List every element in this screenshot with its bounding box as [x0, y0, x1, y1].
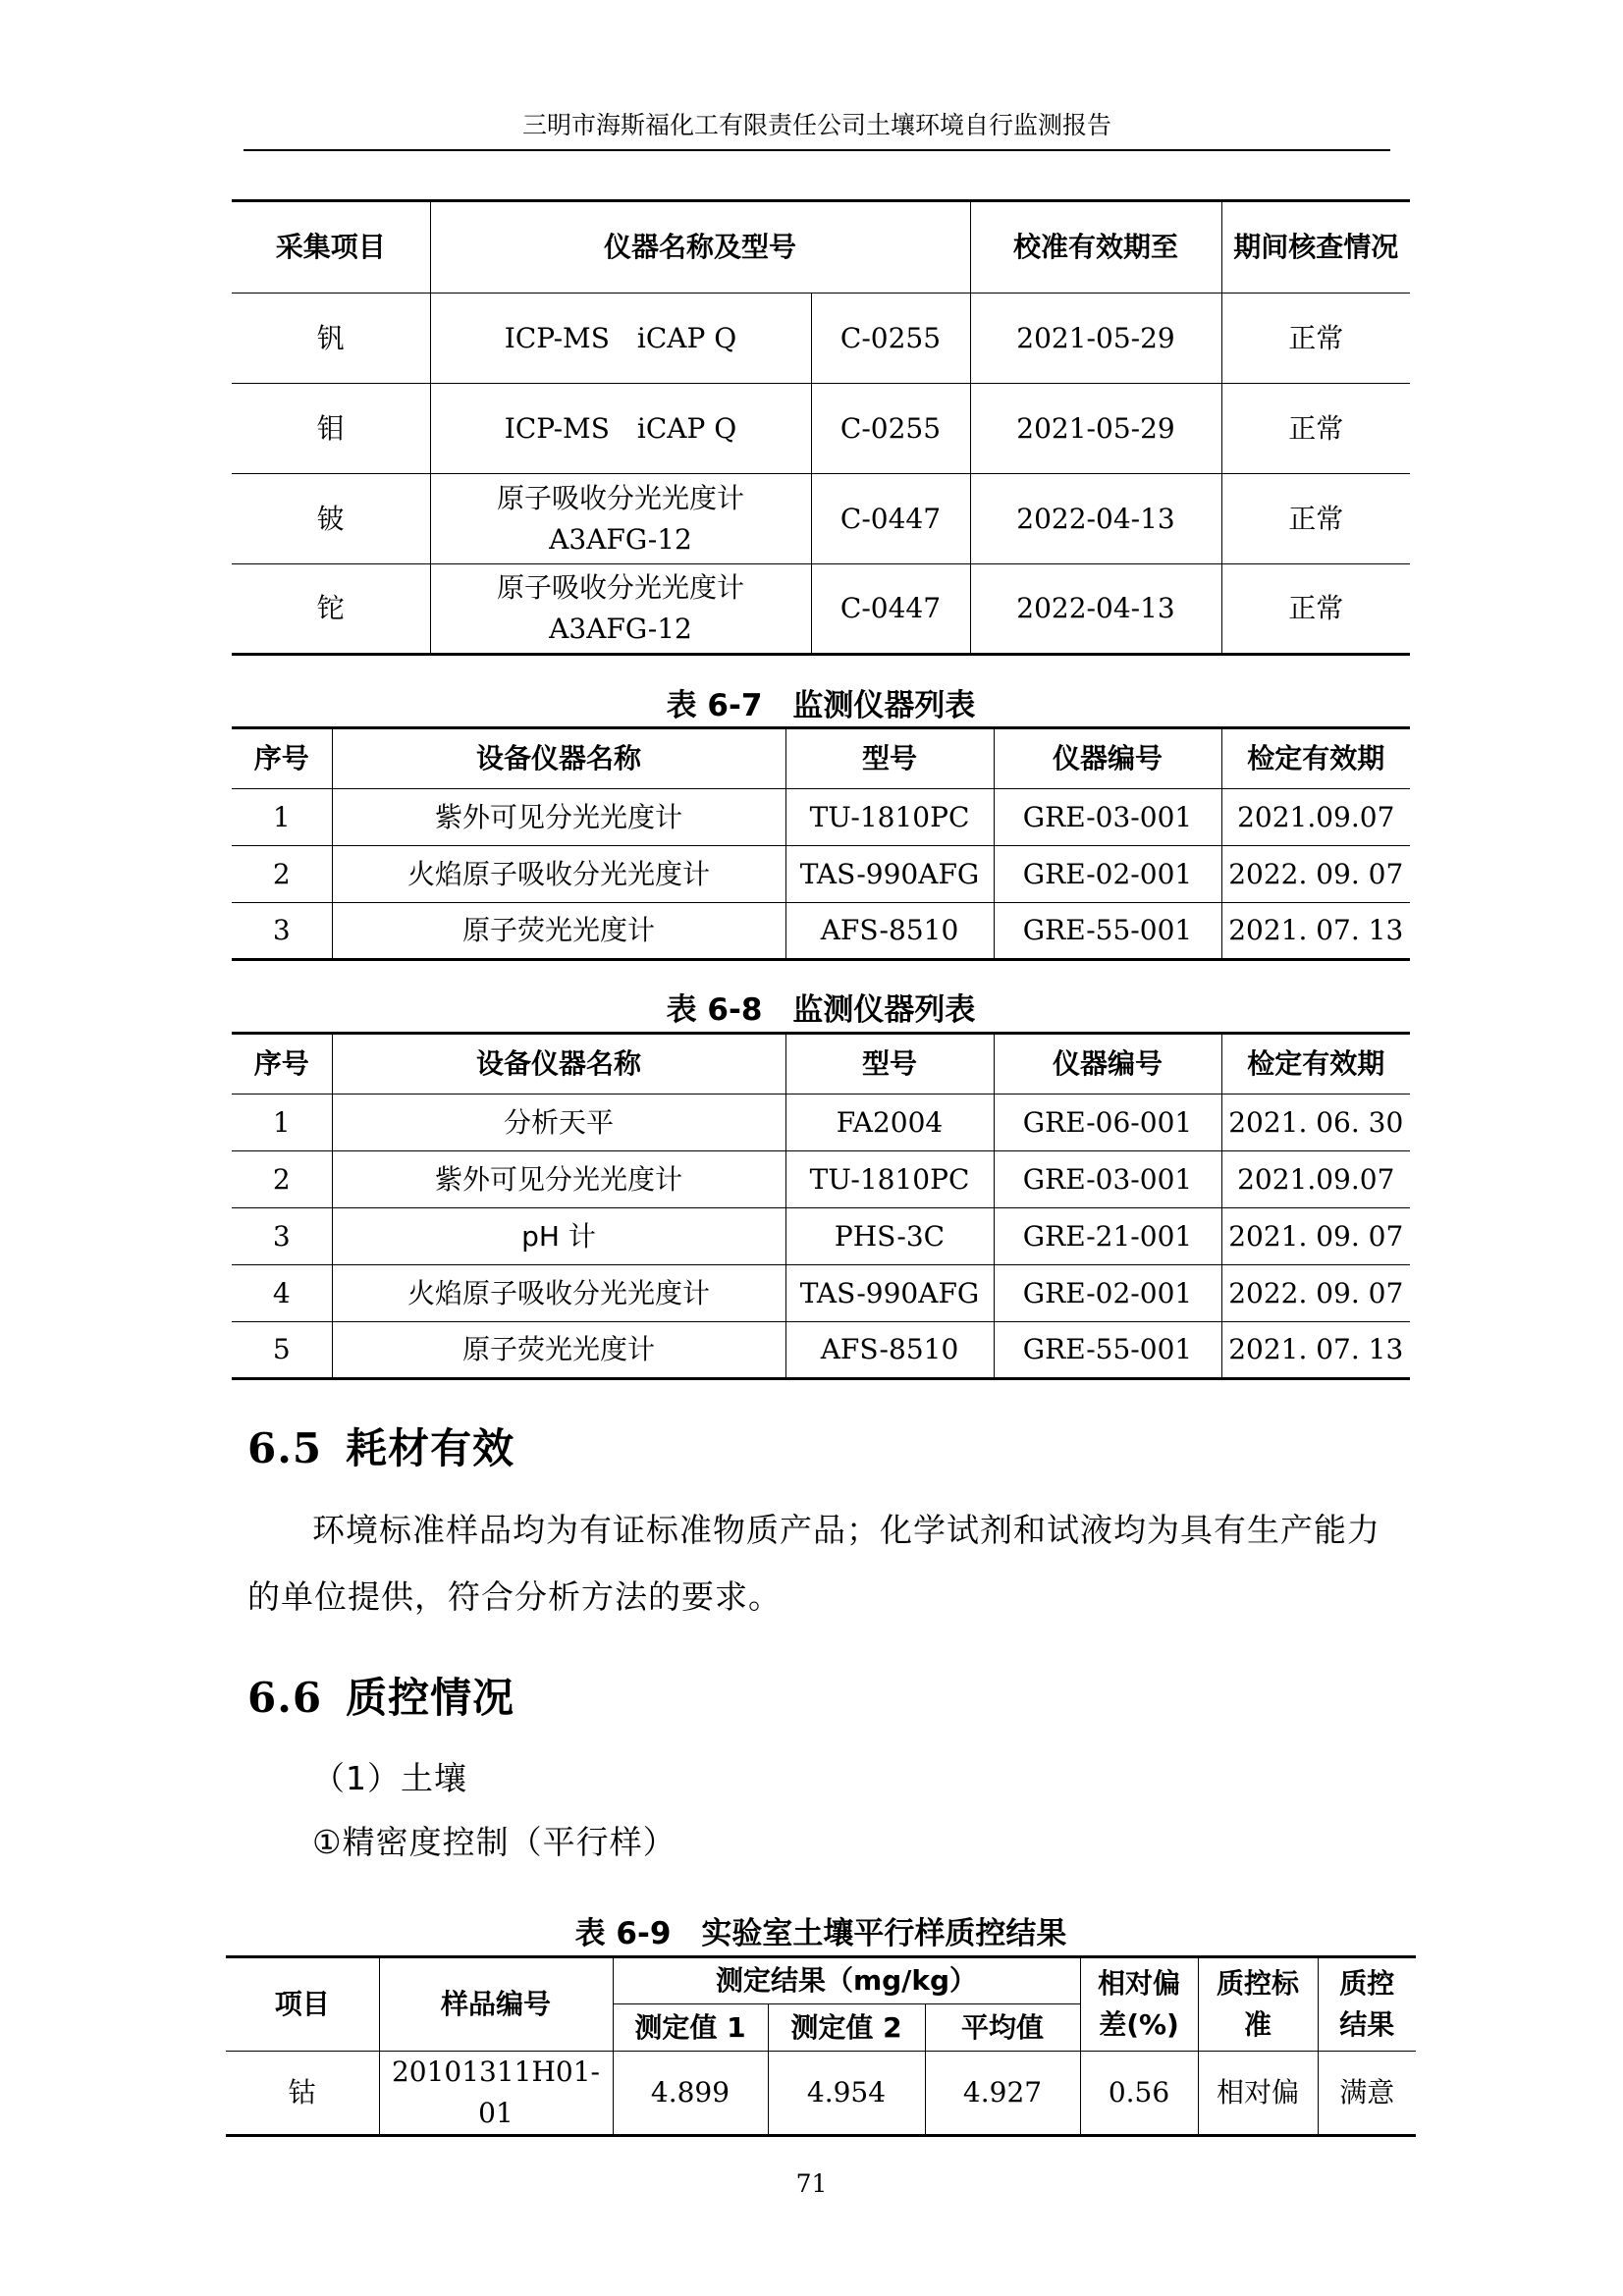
- cell-instrument-code: C-0447: [811, 474, 970, 564]
- header-code: 仪器编号: [994, 728, 1221, 789]
- table-6-9-caption: 表 6-9 实验室土壤平行样质控结果: [574, 1916, 1067, 1951]
- cell-name: 火焰原子吸收分光光度计: [332, 1265, 785, 1322]
- cell-code: GRE-03-001: [994, 1151, 1221, 1208]
- cell-status: 正常: [1221, 384, 1410, 474]
- header-item: 项目: [226, 1957, 379, 2052]
- cell-code: GRE-55-001: [994, 903, 1221, 960]
- cell-qc-standard: 相对偏: [1198, 2052, 1318, 2136]
- instrument-name-line1: 原子吸收分光光度计: [496, 571, 744, 604]
- table-row: [232, 1151, 1410, 1208]
- table-row: [232, 903, 1410, 960]
- header-qc-result-line2: 结果: [1339, 2008, 1395, 2041]
- section-title: 质控情况: [346, 1674, 515, 1722]
- header-qc-result-line1: 质控: [1339, 1967, 1395, 2000]
- table-row: [232, 294, 1410, 384]
- cell-valid: 2021.09.07: [1221, 1151, 1410, 1208]
- cell-code: GRE-55-001: [994, 1322, 1221, 1379]
- table-row: [226, 2052, 1416, 2136]
- header-qc-standard-line2: 准: [1244, 2008, 1272, 2041]
- table-row: [232, 1095, 1410, 1151]
- cell-no: 5: [232, 1322, 332, 1379]
- header-name: 设备仪器名称: [332, 1034, 785, 1095]
- header-item: 采集项目: [232, 201, 430, 294]
- section-title: 耗材有效: [346, 1424, 515, 1472]
- cell-name: 原子荧光光度计: [332, 1322, 785, 1379]
- cell-instrument-code: C-0255: [811, 384, 970, 474]
- header-rule: [243, 149, 1390, 151]
- cell-code: GRE-03-001: [994, 789, 1221, 846]
- section-6-5-heading: [247, 1416, 514, 1475]
- cell-value-2: 4.954: [768, 2052, 925, 2136]
- cell-code: GRE-02-001: [994, 846, 1221, 903]
- cell-name: 火焰原子吸收分光光度计: [332, 846, 785, 903]
- header-rel-dev-line1: 相对偏: [1098, 1967, 1181, 2000]
- cell-no: 3: [232, 903, 332, 960]
- cell-average: 4.927: [925, 2052, 1080, 2136]
- header-qc-standard: [1198, 1957, 1318, 2052]
- cell-model: PHS-3C: [785, 1208, 994, 1265]
- cell-status: 正常: [1221, 564, 1410, 655]
- header-code: 仪器编号: [994, 1034, 1221, 1095]
- cell-model: AFS-8510: [785, 903, 994, 960]
- cell-valid: 2021. 07. 13: [1221, 903, 1410, 960]
- cell-model: AFS-8510: [785, 1322, 994, 1379]
- cell-model: TAS-990AFG: [785, 846, 994, 903]
- header-qc-standard-line1: 质控标: [1217, 1967, 1300, 2000]
- cell-name: 原子荧光光度计: [332, 903, 785, 960]
- cell-no: 1: [232, 789, 332, 846]
- header-name: 设备仪器名称: [332, 728, 785, 789]
- header-no: 序号: [232, 728, 332, 789]
- header-valid-until: 校准有效期至: [970, 201, 1221, 294]
- header-check: 期间核查情况: [1221, 201, 1410, 294]
- header-no: 序号: [232, 1034, 332, 1095]
- instrument-name-line1: 原子吸收分光光度计: [496, 481, 744, 514]
- cell-instrument-name: ICP-MS iCAP Q: [430, 294, 811, 384]
- page-header-title: 三明市海斯福化工有限责任公司土壤环境自行监测报告: [521, 111, 1111, 139]
- cell-valid: 2021. 07. 13: [1221, 1322, 1410, 1379]
- cell-valid: 2021.09.07: [1221, 789, 1410, 846]
- header-rel-dev-line2: 差(%): [1099, 2008, 1179, 2041]
- table-row: [232, 474, 1410, 564]
- cell-name: 紫外可见分光光度计: [332, 1151, 785, 1208]
- cell-model: TU-1810PC: [785, 789, 994, 846]
- header-sample: 样品编号: [379, 1957, 613, 2052]
- cell-value-1: 4.899: [613, 2052, 768, 2136]
- header-value-1: 测定值 1: [613, 2004, 768, 2052]
- cell-date: 2021-05-29: [970, 384, 1221, 474]
- cell-code: GRE-06-001: [994, 1095, 1221, 1151]
- cell-instrument-code: C-0447: [811, 564, 970, 655]
- section-number: 6.6: [247, 1674, 323, 1722]
- section-6-6-heading: [247, 1666, 514, 1725]
- cell-instrument-name: ICP-MS iCAP Q: [430, 384, 811, 474]
- header-result-group: 测定结果（mg/kg）: [613, 1957, 1080, 2004]
- cell-valid: 2021. 06. 30: [1221, 1095, 1410, 1151]
- header-qc-result: [1318, 1957, 1416, 2052]
- table-6-7: [232, 726, 1410, 961]
- cell-no: 4: [232, 1265, 332, 1322]
- table-row: [232, 564, 1410, 655]
- table-6-8: [232, 1032, 1410, 1380]
- cell-item: 钒: [232, 294, 430, 384]
- cell-name: pH 计: [332, 1208, 785, 1265]
- cell-name: 分析天平: [332, 1095, 785, 1151]
- instrument-name-line2: A3AFG-12: [549, 522, 692, 556]
- header-model: 型号: [785, 728, 994, 789]
- cell-instrument-name: [430, 564, 811, 655]
- header-rel-dev: [1080, 1957, 1198, 2052]
- table-row: [232, 1208, 1410, 1265]
- table-row: [232, 1265, 1410, 1322]
- cell-code: GRE-21-001: [994, 1208, 1221, 1265]
- table-6-8-caption: 表 6-8 监测仪器列表: [666, 992, 976, 1028]
- cell-rel-dev: 0.56: [1080, 2052, 1198, 2136]
- cell-model: TU-1810PC: [785, 1151, 994, 1208]
- cell-qc-result: 满意: [1318, 2052, 1416, 2136]
- header-value-2: 测定值 2: [768, 2004, 925, 2052]
- header-average: 平均值: [925, 2004, 1080, 2052]
- subsection-precision-control: ①精密度控制（平行样）: [312, 1823, 676, 1861]
- table-row: [232, 384, 1410, 474]
- subsection-soil: （1）土壤: [312, 1759, 467, 1797]
- calibration-table: [232, 199, 1410, 656]
- section-6-5-body: 环境标准样品均为有证标准物质产品；化学试剂和试液均为具有生产能力的单位提供，符合分析方法的要求。: [247, 1511, 1380, 1616]
- cell-model: FA2004: [785, 1095, 994, 1151]
- header-valid: 检定有效期: [1221, 728, 1410, 789]
- header-instrument: 仪器名称及型号: [430, 201, 970, 294]
- table-row: [232, 846, 1410, 903]
- cell-item: 钴: [226, 2052, 379, 2136]
- cell-date: 2022-04-13: [970, 474, 1221, 564]
- cell-code: GRE-02-001: [994, 1265, 1221, 1322]
- cell-no: 2: [232, 1151, 332, 1208]
- table-row: [232, 789, 1410, 846]
- cell-no: 2: [232, 846, 332, 903]
- header-model: 型号: [785, 1034, 994, 1095]
- page-number: 71: [795, 2169, 828, 2198]
- cell-date: 2021-05-29: [970, 294, 1221, 384]
- cell-date: 2022-04-13: [970, 564, 1221, 655]
- section-number: 6.5: [247, 1424, 323, 1472]
- header-valid: 检定有效期: [1221, 1034, 1410, 1095]
- cell-name: 紫外可见分光光度计: [332, 789, 785, 846]
- cell-model: TAS-990AFG: [785, 1265, 994, 1322]
- cell-item: 铊: [232, 564, 430, 655]
- table-6-9: [226, 1955, 1416, 2137]
- cell-valid: 2022. 09. 07: [1221, 1265, 1410, 1322]
- cell-no: 3: [232, 1208, 332, 1265]
- instrument-name-line2: A3AFG-12: [549, 613, 692, 645]
- cell-item: 钼: [232, 384, 430, 474]
- table-row: [232, 1322, 1410, 1379]
- cell-valid: 2021. 09. 07: [1221, 1208, 1410, 1265]
- cell-status: 正常: [1221, 474, 1410, 564]
- cell-valid: 2022. 09. 07: [1221, 846, 1410, 903]
- cell-no: 1: [232, 1095, 332, 1151]
- cell-sample: 20101311H01-01: [379, 2052, 613, 2136]
- cell-status: 正常: [1221, 294, 1410, 384]
- cell-instrument-code: C-0255: [811, 294, 970, 384]
- cell-item: 铍: [232, 474, 430, 564]
- cell-instrument-name: [430, 474, 811, 564]
- table-6-7-caption: 表 6-7 监测仪器列表: [666, 688, 976, 723]
